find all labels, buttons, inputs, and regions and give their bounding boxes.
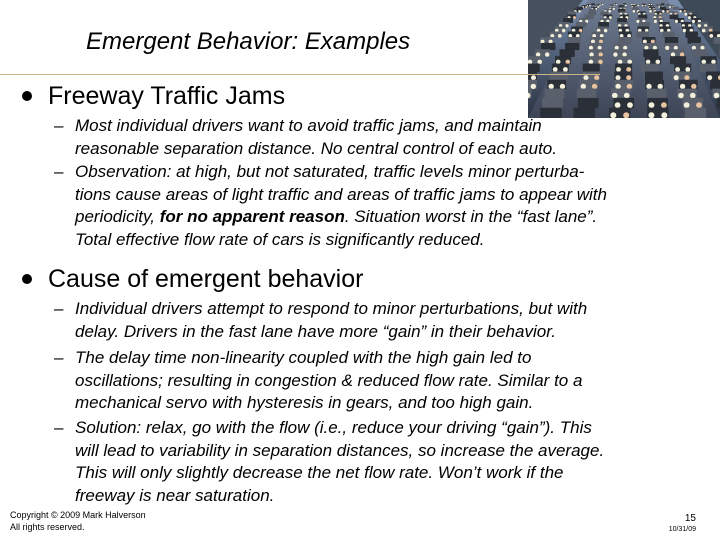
headlight-shape [556, 60, 561, 65]
car-shape [637, 32, 650, 38]
headlight-shape [684, 75, 689, 80]
headlight-shape [702, 29, 706, 33]
headlight-shape [644, 5, 646, 7]
headlight-shape [616, 75, 621, 80]
headlight-shape [612, 93, 618, 99]
headlight-shape [690, 93, 696, 99]
car-shape [568, 37, 581, 44]
traffic-photo-image [528, 0, 720, 118]
headlight-shape [563, 67, 568, 72]
dash-icon: – [54, 162, 64, 181]
headlight-shape [646, 60, 651, 65]
headlight-shape [613, 52, 617, 56]
sub-item-line: mechanical servo with hysteresis in gears, and too high gain. [75, 393, 534, 412]
headlight-shape [649, 4, 651, 6]
bullet-label: Freeway Traffic Jams [48, 82, 286, 110]
headlight-shape [602, 4, 604, 6]
bullet-dot-icon [22, 91, 32, 101]
car-shape [577, 89, 597, 99]
headlight-shape [566, 60, 571, 65]
headlight-shape [666, 10, 669, 13]
headlight-shape [598, 60, 603, 65]
headlight-shape [684, 13, 687, 16]
headlight-shape [680, 84, 685, 89]
car-shape [591, 3, 595, 5]
headlight-shape [624, 93, 630, 99]
sub-item-line: The delay time non-linearity coupled with the high gain led to [75, 348, 532, 367]
headlight-shape [680, 52, 684, 56]
sub-item-line: Most individual drivers want to avoid traffic jams, and maintain [75, 116, 542, 135]
headlight-shape [610, 112, 616, 118]
headlight-shape [553, 67, 558, 72]
headlight-shape [618, 60, 623, 65]
headlight-shape [714, 93, 720, 99]
headlight-shape [589, 52, 593, 56]
bullet-label: Cause of emergent behavior [48, 265, 364, 293]
line-text: periodicity, [75, 207, 160, 226]
car-shape [560, 49, 575, 57]
headlight-shape [537, 60, 542, 65]
headlight-shape [688, 16, 691, 19]
headlight-shape [599, 52, 603, 56]
headlight-shape [584, 75, 589, 80]
headlight-shape [625, 5, 627, 7]
headlight-shape [604, 29, 608, 33]
headlight-shape [589, 60, 594, 65]
headlight-shape [623, 112, 629, 118]
headlight-shape [671, 52, 675, 56]
headlight-shape [675, 67, 680, 72]
car-shape [685, 108, 707, 118]
slide-number: 15 [684, 513, 696, 524]
car-shape [574, 108, 596, 118]
headlight-shape [679, 10, 682, 13]
headlight-shape [573, 16, 576, 19]
headlight-shape [536, 52, 540, 56]
copyright-notice [10, 509, 146, 533]
headlight-shape [637, 5, 639, 7]
car-shape [541, 43, 555, 50]
dash-icon: – [54, 116, 64, 135]
headlight-shape [658, 84, 663, 89]
headlight-shape [597, 6, 599, 8]
headlight-shape [709, 34, 713, 38]
dash-icon: – [54, 418, 64, 437]
car-shape [661, 3, 665, 5]
headlight-shape [633, 4, 635, 6]
headlight-shape [627, 102, 633, 108]
headlight-shape [696, 102, 702, 108]
headlight-shape [560, 84, 565, 89]
headlight-shape [678, 93, 684, 99]
headlight-shape [627, 60, 632, 65]
sub-item-line: Individual drivers attempt to respond to minor perturbations, but with [75, 299, 588, 318]
headlight-shape [684, 102, 690, 108]
headlight-shape [649, 102, 655, 108]
sub-item-line: will lead to variability in separation distances, so increase the average. [75, 440, 605, 460]
copyright-line: Copyright © 2009 Mark Halverson [10, 510, 146, 520]
headlight-shape [592, 84, 597, 89]
car-shape [685, 32, 698, 38]
headlight-shape [585, 6, 587, 8]
headlight-shape [622, 52, 626, 56]
sub-item-line: tions cause areas of light traffic and areas of traffic jams to appear with [75, 184, 607, 204]
car-shape [542, 98, 563, 108]
sub-item-line: delay. Drivers in the fast lane have more “gain” in their behavior. [75, 321, 556, 341]
sub-item-line: This will only slightly decrease the net flow rate. Won’t work if the [75, 463, 564, 482]
car-shape [714, 37, 720, 44]
headlight-shape [661, 112, 667, 118]
headlight-shape [692, 20, 695, 23]
car-shape [710, 80, 720, 89]
car-shape [583, 64, 600, 73]
car-shape [665, 37, 678, 44]
headlight-shape [669, 6, 671, 8]
headlight-shape [558, 34, 562, 38]
headlight-shape [654, 20, 657, 23]
car-shape [578, 98, 599, 108]
car-shape [643, 49, 658, 57]
sub-item-line: oscillations; resulting in congestion & reduced flow rate. Similar to a [75, 370, 583, 390]
headlight-shape [562, 29, 566, 33]
headlight-shape [675, 20, 678, 23]
car-shape [618, 37, 631, 44]
sub-item-line: reasonable separation distance. No central control of each auto. [75, 138, 557, 158]
headlight-shape [685, 67, 690, 72]
car-shape [647, 89, 667, 99]
headlight-shape [651, 4, 653, 6]
headlight-shape [691, 84, 696, 89]
headlight-shape [661, 102, 667, 108]
headlight-shape [674, 75, 679, 80]
sub-item-line [75, 206, 607, 229]
bullet-dot-icon [22, 274, 32, 284]
headlight-shape [615, 84, 620, 89]
headlight-shape [589, 5, 591, 7]
car-shape [528, 64, 540, 73]
sub-item-line: Total effective flow rate of cars is significantly reduced. [75, 229, 485, 249]
headlight-shape [711, 60, 716, 65]
car-shape [565, 43, 579, 50]
headlight-shape [578, 10, 581, 13]
sub-item-line: freeway is near saturation. [75, 485, 275, 505]
headlight-shape [646, 84, 651, 89]
headlight-shape [613, 8, 615, 10]
car-shape [645, 72, 663, 81]
dash-icon: – [54, 348, 64, 367]
title-divider [0, 74, 600, 75]
headlight-shape [581, 84, 586, 89]
headlight-shape [626, 67, 631, 72]
headlight-shape [656, 60, 661, 65]
car-shape [699, 64, 716, 73]
headlight-shape [633, 10, 636, 13]
headlight-shape [662, 10, 665, 13]
headlight-shape [698, 24, 701, 27]
rights-line: All rights reserved. [10, 522, 85, 532]
headlight-shape [616, 4, 618, 6]
car-shape [670, 56, 686, 64]
slide-title: Emergent Behavior: Examples [86, 28, 411, 55]
headlight-shape [649, 10, 652, 13]
headlight-shape [531, 84, 536, 89]
car-shape [545, 89, 565, 99]
headlight-shape [627, 84, 632, 89]
sub-item-line: Solution: relax, go with the flow (i.e., reduce your driving “gain”). This [75, 418, 592, 437]
headlight-shape [549, 84, 554, 89]
car-shape [688, 37, 701, 44]
headlight-shape [665, 46, 669, 50]
car-shape [693, 49, 708, 57]
headlight-shape [608, 10, 611, 13]
slide-date: 10/31/09 [668, 526, 696, 533]
line-text: . Situation worst in the “fast lane”. [344, 207, 598, 226]
car-shape [550, 72, 568, 81]
headlight-shape [616, 67, 621, 72]
emphasis-text: for no apparent reason [159, 207, 345, 226]
headlight-shape [531, 75, 536, 80]
headlight-shape [707, 75, 712, 80]
dash-icon: – [54, 299, 64, 318]
headlight-shape [626, 75, 631, 80]
car-shape [641, 64, 658, 73]
headlight-shape [642, 5, 644, 7]
car-shape [673, 7, 679, 10]
headlight-shape [545, 52, 549, 56]
car-shape [662, 32, 675, 38]
headlight-shape [615, 102, 621, 108]
headlight-shape [594, 75, 599, 80]
headlight-shape [631, 4, 633, 6]
headlight-shape [702, 60, 707, 65]
sub-item-line: Observation: at high, but not saturated, traffic levels minor perturba- [75, 162, 585, 181]
headlight-shape [648, 112, 654, 118]
